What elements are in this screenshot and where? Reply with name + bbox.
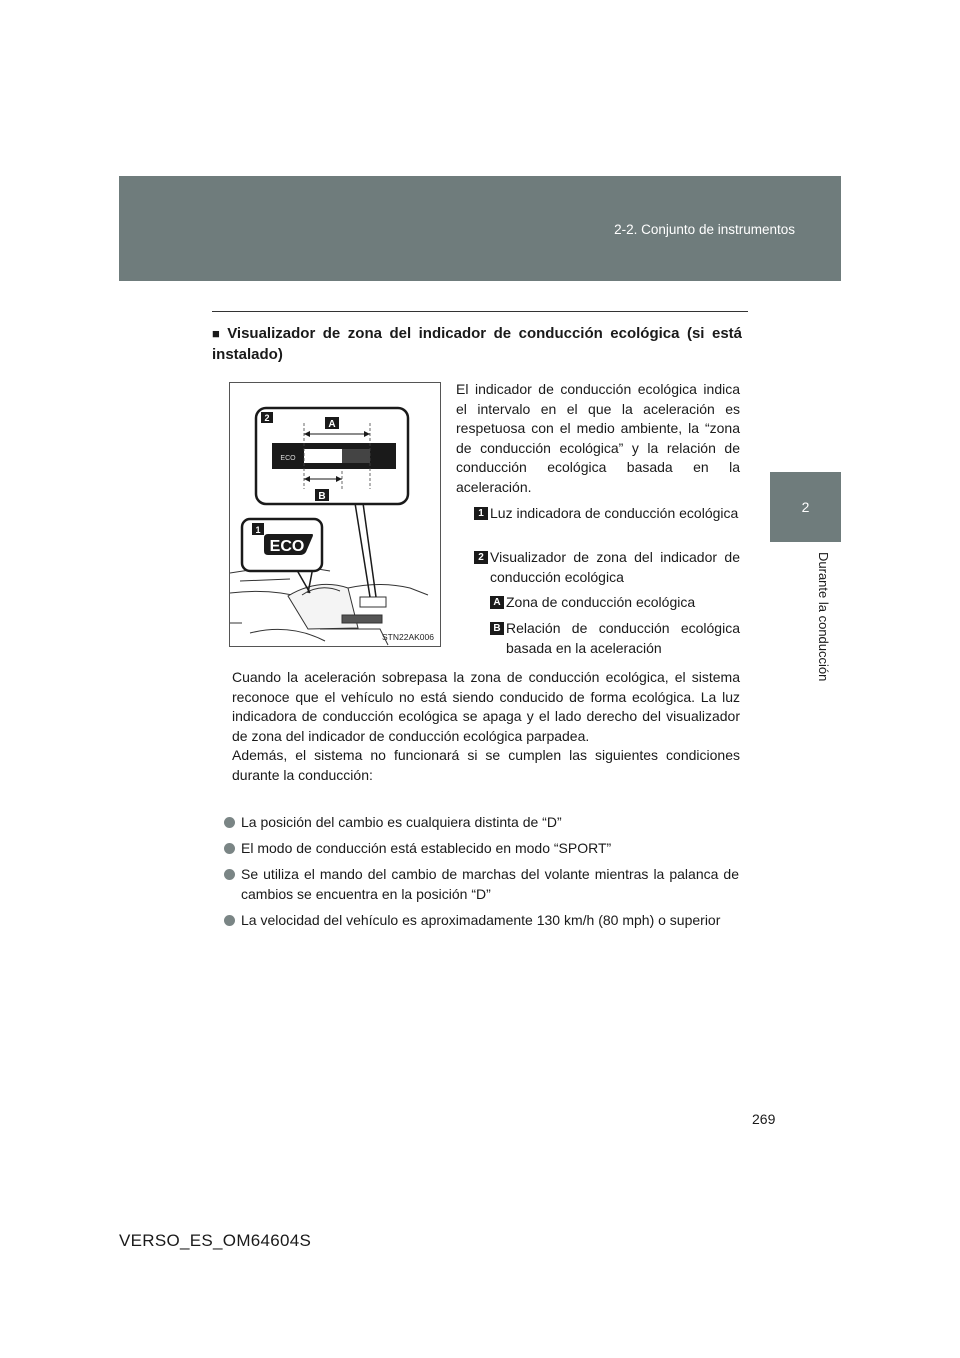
- square-bullet-icon: ■: [212, 326, 224, 341]
- legend-text-a: Zona de conducción ecológica: [506, 594, 696, 610]
- legend-item: [490, 619, 740, 659]
- bullet-dot-icon: [224, 869, 235, 880]
- callout-2-badge: 2: [264, 413, 270, 423]
- legend-badge-a: A: [490, 596, 504, 609]
- figure-code: STN22AK006: [382, 632, 434, 642]
- legend-badge-b: B: [490, 622, 504, 635]
- callout-1-badge: 1: [255, 525, 261, 535]
- description-text: El indicador de conducción ecológica indica el intervalo en el que la aceleración es respetuosa con el medio ambiente, la “zona de conducción ecológica” y la relación de conducción ecológica basada en la aceleración.: [456, 381, 740, 495]
- list-item-text: Se utiliza el mando del cambio de marchas del volante mientras la palanca de cambios se encuentra en la posición “D”: [241, 866, 739, 902]
- bullet-dot-icon: [224, 817, 235, 828]
- legend-text-2: Visualizador de zona del indicador de conducción ecológica: [490, 549, 740, 585]
- list-item-text: La posición del cambio es cualquiera distinta de “D”: [241, 814, 562, 830]
- footer-document-code: VERSO_ES_OM64604S: [119, 1231, 312, 1250]
- body-paragraph-2: Además, el sistema no funcionará si se cumplen las siguientes condiciones durante la conducción:: [232, 747, 740, 783]
- bullet-dot-icon: [224, 843, 235, 854]
- legend-badge-1: 1: [474, 507, 488, 520]
- section-title: [212, 323, 742, 365]
- section-title-text: Visualizador de zona del indicador de conducción ecológica (si está instalado): [212, 325, 742, 363]
- body-paragraph-1: Cuando la aceleración sobrepasa la zona de conducción ecológica, el sistema reconoce que el vehículo no está siendo conducido de forma ecológica. La luz indicadora de conducción ecológica se apaga y el lado derecho del visualizador de zona del indicador de conducción ecológica parpadea.: [232, 669, 740, 744]
- legend-text-b: Relación de conducción ecológica basada en la aceleración: [506, 620, 740, 656]
- legend-item: [474, 548, 740, 588]
- body-text: [232, 668, 740, 785]
- dashboard-drawing: [230, 383, 440, 646]
- page-number: 269: [752, 1111, 776, 1127]
- list-item-text: El modo de conducción está establecido en modo “SPORT”: [241, 840, 612, 856]
- eco-indicator-illustration: [229, 382, 441, 647]
- eco-indicator-light-label: ECO: [269, 538, 305, 555]
- legend-item: [474, 504, 740, 544]
- header-band: [119, 176, 841, 281]
- chapter-label: Durante la conducción: [816, 552, 831, 682]
- section-divider: [212, 311, 748, 312]
- section-header: 2-2. Conjunto de instrumentos: [614, 222, 795, 237]
- legend-text-1: Luz indicadora de conducción ecológica: [490, 505, 739, 521]
- callout-a-badge: A: [328, 419, 336, 430]
- eco-bar-label: ECO: [280, 455, 296, 462]
- chapter-number-tab: 2: [770, 472, 841, 542]
- legend-badge-2: 2: [474, 551, 488, 564]
- list-item-text: La velocidad del vehículo es aproximadamente 130 km/h (80 mph) o superior: [241, 912, 721, 928]
- bullet-dot-icon: [224, 915, 235, 926]
- legend-item: [490, 593, 740, 613]
- callout-b-badge: B: [318, 491, 326, 502]
